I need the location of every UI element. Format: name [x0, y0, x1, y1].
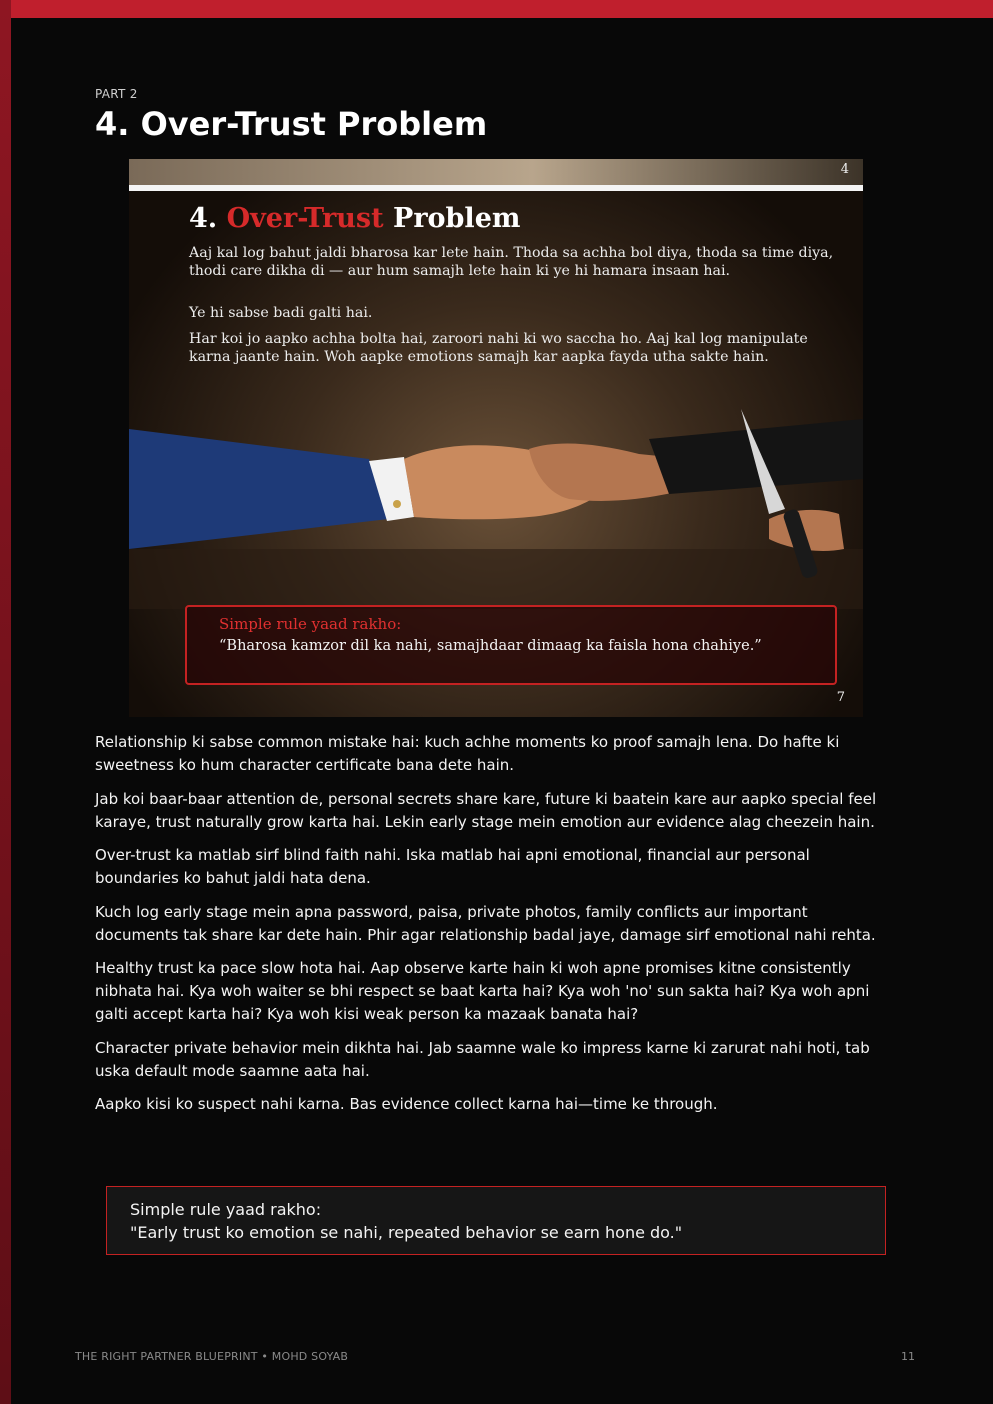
- body-paragraph: Healthy trust ka pace slow hota hai. Aap observe karte hain ki woh apne promises kitne consistently nibhata hai. Kya woh waiter se bhi respect se baat karta hai? Kya woh 'no' sun sakta hai? Kya woh apni galti accept karta hai? Kya woh kisi weak person ka mazaak banata hai?: [95, 959, 870, 1023]
- rule-callout-title: Simple rule yaad rakho:: [130, 1200, 322, 1219]
- illustration-paragraph-3: Har koi jo aapko achha bolta hai, zaroori nahi ki wo saccha ho. Aaj kal log manipulate karna jaante hain. Woh aapke emotions samajh kar aapka fayda utha sakte hain.: [189, 331, 808, 365]
- floor-shadow: [129, 549, 863, 609]
- illustration-paragraph-2: Ye hi sabse badi galti hai.: [189, 305, 373, 321]
- body-paragraph: Jab koi baar-baar attention de, personal secrets share kare, future ki baatein kare aur aapko special feel karaye, trust naturally grow karta hai. Lekin early stage mein emotion aur evidence alag cheezein hain.: [95, 789, 877, 831]
- left-accent-bar: [0, 0, 11, 1404]
- body-paragraph: Aapko kisi ko suspect nahi karna. Bas evidence collect karna hai—time ke through.: [95, 1095, 718, 1113]
- illustration-rule-quote: “Bharosa kamzor dil ka nahi, samajhdaar dimaag ka faisla hona chahiye.”: [219, 638, 762, 654]
- illustration-paragraph-1: Aaj kal log bahut jaldi bharosa kar lete hain. Thoda sa achha bol diya, thoda sa time diya, thodi care dikha di — aur hum samajh lete hain ki ye hi hamara insaan hai.: [189, 245, 834, 279]
- footer-separator: •: [261, 1350, 269, 1363]
- cufflink-icon: [393, 500, 401, 508]
- illustration-rule-title: Simple rule yaad rakho:: [219, 615, 402, 633]
- chapter-body: [95, 731, 895, 1127]
- illustration-rule-box: [185, 605, 837, 685]
- footer-author: MOHD SOYAB: [271, 1350, 349, 1363]
- illustration-title: [189, 203, 520, 234]
- illustration-title-suffix: Problem: [393, 203, 521, 234]
- page-title: 4. Over-Trust Problem: [95, 105, 488, 143]
- body-paragraph: Over-trust ka matlab sirf blind faith nahi. Iska matlab hai apni emotional, financial aur personal boundaries ko bahut jaldi hata dena.: [95, 846, 810, 887]
- body-paragraph: Kuch log early stage mein apna password, paisa, private photos, family conflicts aur important documents tak share kar dete hain. Phir agar relationship badal jaye, damage sirf emotional nahi rehta.: [95, 902, 876, 944]
- illustration-top-strip: [129, 159, 863, 191]
- left-suit-sleeve: [129, 429, 389, 549]
- top-accent-bar: [0, 0, 993, 18]
- footer-book-info: [75, 1350, 348, 1363]
- illustration-title-number: 4.: [189, 203, 218, 234]
- handshake-knife-illustration: [129, 399, 863, 609]
- body-paragraph: Character private behavior mein dikhta hai. Jab saamne wale ko impress karne ki zarurat nahi hoti, tab uska default mode saamne aata hai.: [95, 1038, 870, 1080]
- rule-callout-quote: "Early trust ko emotion se nahi, repeated behavior se earn hone do.": [130, 1223, 683, 1242]
- footer-book-title: THE RIGHT PARTNER BLUEPRINT: [75, 1350, 258, 1363]
- strip-number: 4: [840, 162, 849, 177]
- body-paragraph: Relationship ki sabse common mistake hai: kuch achhe moments ko proof samajh lena. Do hafte ki sweetness ko hum character certificate bana dete hain.: [95, 733, 840, 774]
- chapter-illustration: [129, 159, 863, 717]
- illustration-title-accent: Over-Trust: [226, 203, 384, 234]
- footer-page-number: 11: [901, 1350, 915, 1363]
- part-label: PART 2: [95, 87, 138, 101]
- rule-callout: [106, 1186, 886, 1255]
- illustration-page-number: 7: [836, 690, 845, 705]
